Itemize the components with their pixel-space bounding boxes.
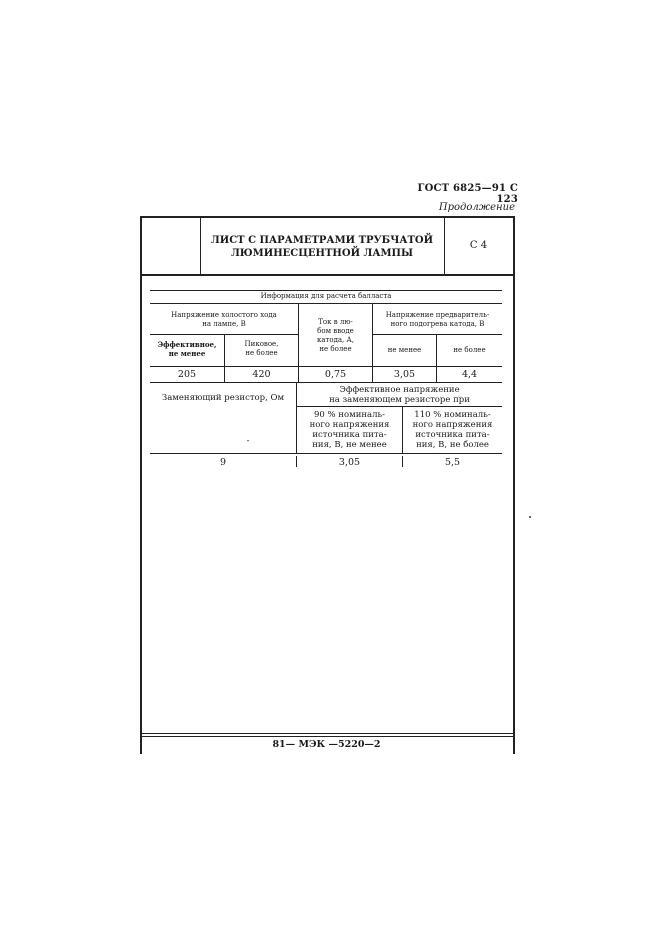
col110-line3: источника пита-: [415, 430, 490, 440]
sheet-title-line1: ЛИСТ С ПАРАМЕТРАМИ ТРУБЧАТОЙ: [210, 235, 434, 246]
resistor-bottom-rule: [150, 453, 502, 454]
ballast-caption-rule: [150, 303, 502, 304]
peak-header-line2: не более: [245, 349, 278, 357]
continuation-label: Продолжение: [438, 202, 515, 213]
open-circuit-voltage-header: [150, 311, 298, 329]
resistor-dash: -: [246, 436, 250, 446]
peak-header-line1: Пиковое,: [244, 340, 279, 348]
preheat-max-header: не более: [453, 346, 486, 354]
effective-header-line1: Эффективное,: [157, 340, 217, 349]
sheet-title: [202, 234, 442, 260]
current-line3: катода, А,: [316, 336, 355, 344]
col90-line4: ния, В, не менее: [312, 440, 387, 450]
effective-voltage-line2: на заменяющем резисторе при: [329, 395, 470, 405]
col90-line3: источника пита-: [312, 430, 387, 440]
sheet-title-line2: ЛЮМИНЕСЦЕНТНОЙ ЛАМПЫ: [230, 248, 414, 259]
scan-speck: [529, 516, 531, 518]
value-effective: 205: [177, 369, 197, 380]
effective-voltage-header: [297, 385, 502, 405]
title-divider-right: [444, 216, 445, 276]
current-line4: не более: [319, 345, 352, 353]
peak-header: [225, 340, 298, 358]
title-divider-left: [200, 216, 201, 276]
cathode-current-header: [299, 318, 372, 354]
col-90-header: [297, 410, 402, 450]
footer-rule-2: [140, 736, 513, 737]
effective-header-line2: не менее: [168, 349, 206, 358]
ballast-caption: Информация для расчета балласта: [260, 292, 392, 300]
col-110-header: [403, 410, 502, 450]
effective-voltage-line1: Эффективное напряжение: [339, 385, 460, 395]
value-v90: 3,05: [338, 457, 361, 468]
footer-rule-1: [140, 733, 513, 734]
value-peak: 420: [252, 369, 271, 380]
col90-line2: ного напряжения: [309, 420, 390, 430]
value-resistor: 9: [219, 457, 227, 468]
value-preheat-min: 3,05: [393, 369, 416, 380]
ballast-bottom-rule: [150, 382, 502, 383]
preheat-line2: ного подогрева катода, В: [390, 320, 485, 328]
sheet-code: С 4: [469, 240, 488, 251]
col90-line1: 90 % номиналь-: [314, 410, 385, 420]
ballast-top-rule: [150, 290, 502, 291]
col110-line2: ного напряжения: [412, 420, 493, 430]
replacement-resistor-label: Заменяющий резистор, Ом: [161, 393, 285, 403]
ballast-values-rule: [150, 366, 502, 367]
page-header-ref: ГОСТ 6825—91 С 123: [417, 183, 518, 205]
current-line1: Ток в лю-: [318, 318, 353, 326]
ballast-subheader-rule-left: [150, 334, 298, 335]
preheat-voltage-header: [373, 311, 502, 329]
resistor-subheader-rule: [297, 406, 502, 407]
ballast-subheader-rule-right: [373, 334, 502, 335]
value-v110: 5,5: [444, 457, 461, 468]
title-top-rule: [140, 216, 513, 218]
value-current: 0,75: [324, 369, 347, 380]
value-preheat-max: 4,4: [461, 369, 478, 380]
preheat-min-header: не менее: [387, 346, 422, 354]
current-line2: бом вводе: [317, 327, 354, 335]
effective-header: [150, 340, 224, 358]
col110-line1: 110 % номиналь-: [414, 410, 491, 420]
preheat-line1: Напряжение предваритель-: [385, 311, 490, 319]
open-circuit-header-line2: на лампе, В: [202, 320, 246, 328]
footer-code: 81— МЭК —5220—2: [272, 739, 381, 750]
col110-line4: ния, В, не более: [416, 440, 489, 450]
open-circuit-header-line1: Напряжение холостого хода: [171, 311, 277, 319]
title-bottom-rule: [140, 274, 513, 276]
